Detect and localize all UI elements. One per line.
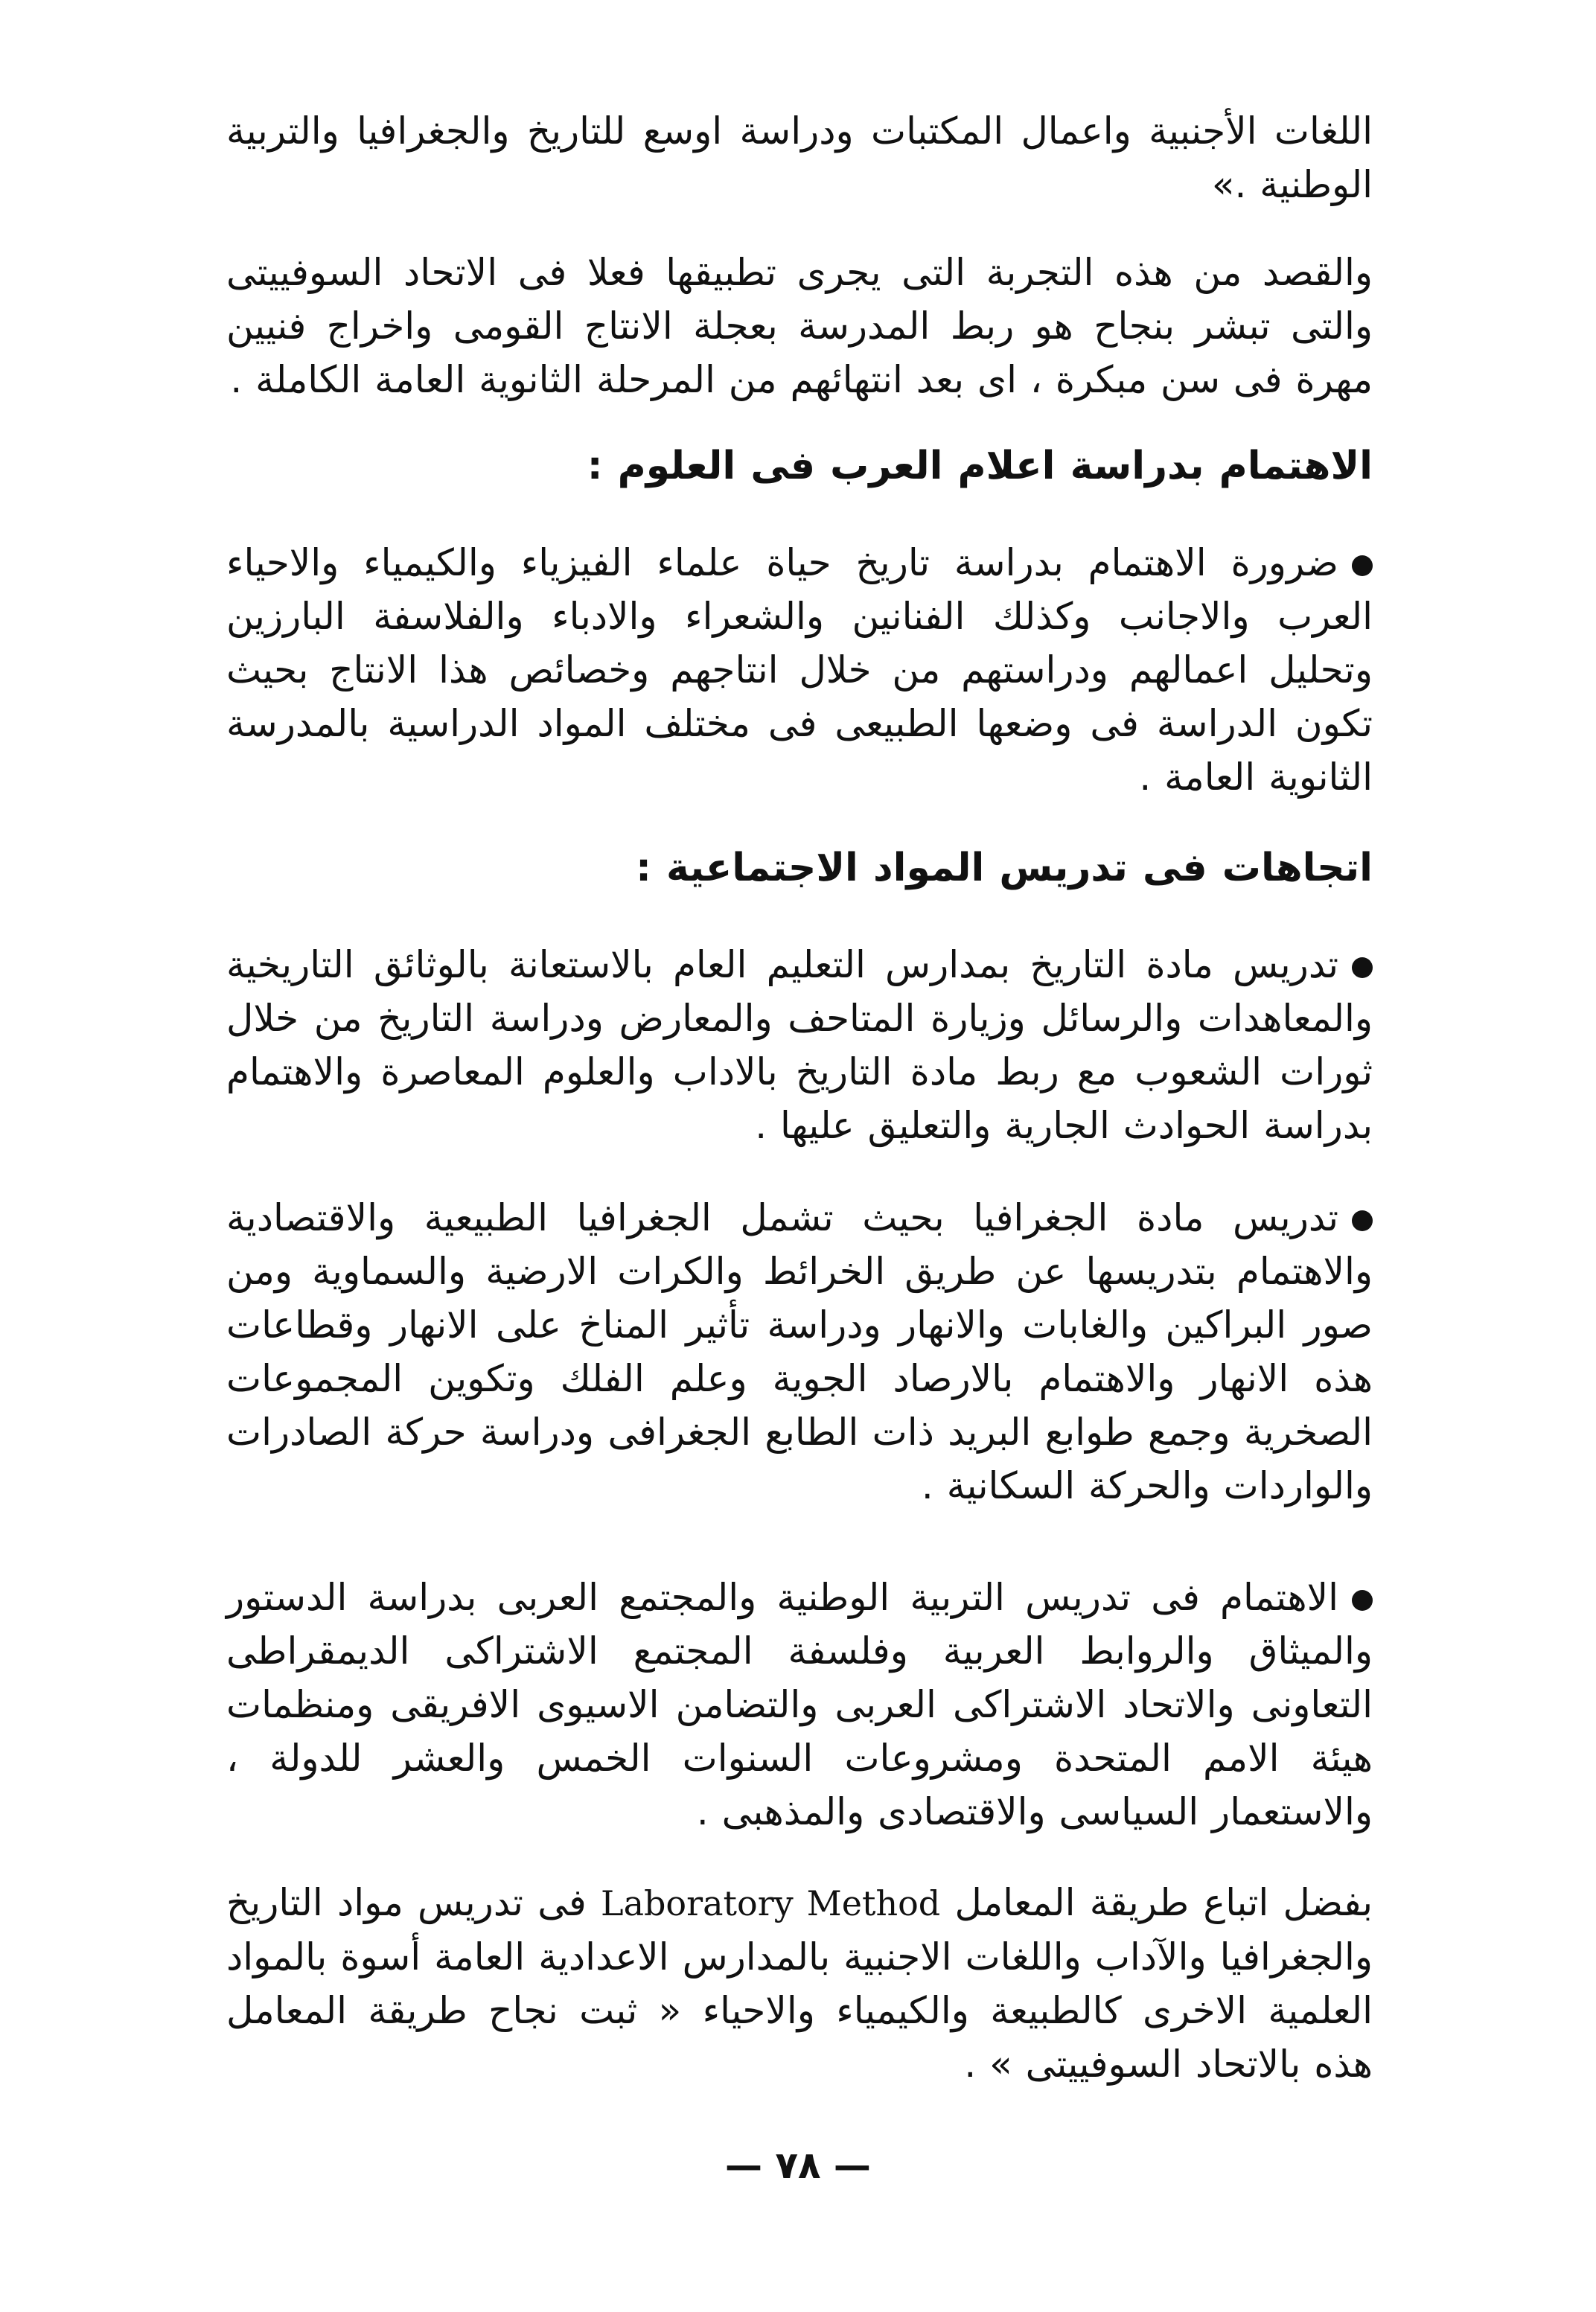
bullet-item-civics-teaching: [226, 1571, 1373, 1839]
bullet-icon: [1352, 1210, 1373, 1231]
laboratory-method-term: Laboratory Method: [601, 1883, 941, 1923]
bullet-text: الاهتمام فى تدريس التربية الوطنية والمجتمع العربى بدراسة الدستور والميثاق والروابط العربية وفلسفة المجتمع الاشتراكى الديمقراطى التعاونى والاتحاد الاشتراكى العربى والتضامن الاسيوى الافريقى ومنظمات هيئة الامم المتحدة ومشروعات السنوات الخمس والعشر للدولة ، والاستعمار السياسى والاقتصادى والمذهبى .: [226, 1576, 1373, 1833]
paragraph-soviet-experiment: والقصد من هذه التجربة التى يجرى تطبيقها فعلا فى الاتحاد السوفييتى والتى تبشر بنجاح هو ربط المدرسة بعجلة الانتاج القومى واخراج فنيين مهرة فى سن مبكرة ، اى بعد انتهائهم من المرحلة الثانوية العامة الكاملة .: [226, 251, 1373, 401]
bullet-item-history-teaching: [226, 938, 1373, 1152]
bullet-item-scholars-study: [226, 536, 1373, 804]
page-number: — ٧٨ —: [725, 2144, 871, 2187]
heading-social-studies: اتجاهات فى تدريس المواد الاجتماعية :: [636, 846, 1373, 890]
paragraph-laboratory-method: [226, 1876, 1373, 2091]
paragraph-intro-continuation: اللغات الأجنبية واعمال المكتبات ودراسة اوسع للتاريخ والجغرافيا والتربية الوطنية .»: [226, 109, 1373, 206]
bullet-icon: [1352, 555, 1373, 576]
heading-arab-scholars: الاهتمام بدراسة اعلام العرب فى العلوم :: [587, 444, 1373, 488]
bullet-text: ضرورة الاهتمام بدراسة تاريخ حياة علماء الفيزياء والكيمياء والاحياء العرب والاجانب وكذلك الفنانين والشعراء والادباء والفلاسفة البارزين وتحليل اعمالهم ودراستهم من خلال انتاجهم وخصائص هذا الانتاج بحيث تكون الدراسة فى وضعها الطبيعى فى مختلف المواد الدراسية بالمدرسة الثانوية العامة .: [226, 541, 1373, 799]
paragraph-text-rest: فى تدريس مواد التاريخ والجغرافيا والآداب واللغات الاجنبية بالمدارس الاعدادية العامة أسوة بالمواد العلمية الاخرى كالطبيعة والكيمياء والاحياء « ثبت نجاح طريقة المعامل هذه بالاتحاد السوفييتى » .: [226, 1881, 1373, 2086]
bullet-text: تدريس مادة الجغرافيا بحيث تشمل الجغرافيا الطبيعية والاقتصادية والاهتمام بتدريسها عن طريق الخرائط والكرات الارضية والسماوية ومن صور البراكين والغابات والانهار ودراسة تأثير المناخ على الانهار وقطاعات هذه الانهار والاهتمام بالارصاد الجوية وعلم الفلك وتكوين المجموعات الصخرية وجمع طوابع البريد ذات الطابع الجغرافى ودراسة حركة الصادرات والواردات والحركة السكانية .: [226, 1196, 1373, 1507]
bullet-item-geography-teaching: [226, 1191, 1373, 1513]
bullet-text: تدريس مادة التاريخ بمدارس التعليم العام بالاستعانة بالوثائق التاريخية والمعاهدات والرسائل وزيارة المتاحف والمعارض ودراسة التاريخ من خلال ثورات الشعوب مع ربط مادة التاريخ بالاداب والعلوم المعاصرة والاهتمام بدراسة الحوادث الجارية والتعليق عليها .: [226, 943, 1373, 1147]
bullet-icon: [1352, 1590, 1373, 1611]
paragraph-text-start: بفضل اتباع طريقة المعامل: [954, 1881, 1373, 1924]
bullet-icon: [1352, 957, 1373, 978]
